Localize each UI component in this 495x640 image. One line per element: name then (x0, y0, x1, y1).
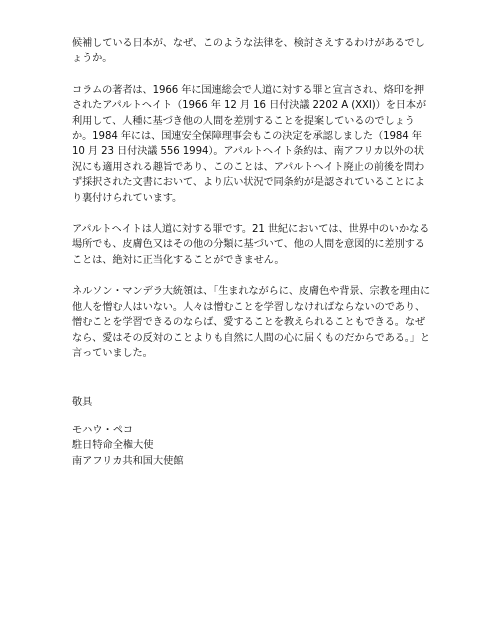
paragraph-1: 候補している日本が、なぜ、このような法律を、検討さえするわけがあるでしょうか。 (72, 38, 425, 65)
closing-salutation: 敬具 (72, 397, 93, 409)
signature-name: モハウ・ペコ (72, 424, 134, 436)
signature-block (72, 423, 431, 469)
signature-title: 駐日特命全権大使 (72, 440, 154, 452)
paragraph-3: アパルトヘイトは人道に対する罪です。21 世紀においては、世界中のいかなる場所でも、皮膚色又はその他の分類に基づいて、他の人間を意図的に差別することは、絶対に正当化することができません。 (72, 224, 430, 266)
signature-office: 南アフリカ共和国大使館 (72, 455, 184, 467)
paragraph-4: ネルソン・マンデラ大統領は、「生まれながらに、皮膚色や背景、宗教を理由に他人を憎む人はいない。人々は憎むことを学習しなければならないのであり、憎むことを学習できるのならば、愛することを教えられることもできる。なぜなら、愛はその反対のことよりも自然に人間の心に届くものだからである。」と言っていました。 (72, 286, 431, 359)
paragraph-2: コラムの著者は、1966 年に国連総会で人道に対する罪と宣言され、烙印を押されたアパルトヘイト（1966 年 12 月 16 日付決議 2202 A (XXI)）を日本が利用して、人種に基づき他の人間を差別することを提案しているのでしょうか。1984 年には、国連安全保障理事会もこの決定を承認しました（1984 年 10 月 23 日付決議 556 1994）。アパルトヘイト条約は、南アフリカ以外の状況にも適用される趣旨であり、このことは、アパルトヘイト廃止の前後を問わず採択された文書において、より広い状況で同条約が是認されていることにより裏付けられています。 (72, 84, 427, 204)
